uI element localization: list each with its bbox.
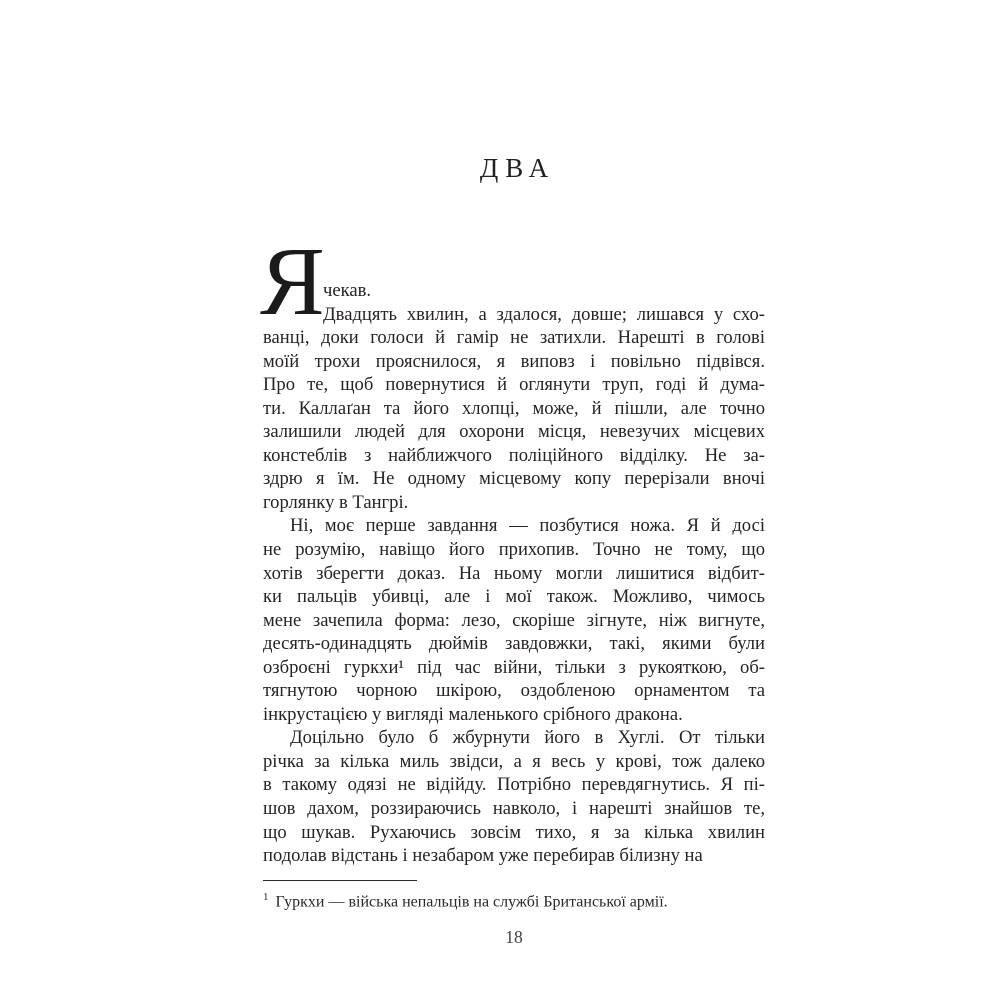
footnote-text: Гуркхи — війська непальців на службі Британської армії. [275,893,668,911]
page-number: 18 [505,927,523,947]
drop-cap-letter: Я [260,228,325,335]
text-line: чекав. [323,280,372,301]
text-line: Про те, щоб повернутися й оглянути труп, годі й дума- [263,374,765,396]
paragraphs-container [263,279,765,868]
text-line: не розумію, навіщо його прихопив. Точно не тому, що [263,539,765,561]
text-line: озброєні гуркхи¹ під час війни, тільки з рукояткою, об- [263,656,765,678]
text-line: інкрустацією у вигляді маленького срібного дракона. [263,703,683,725]
text-line: Доцільно було б жбурнути його в Хуглі. От тільки [290,727,765,749]
text-line: мене зачепила форма: лезо, скоріше зігнуте, ніж вигнуте, [263,609,765,631]
text-line: Двадцять хвилин, а здалося, довше; лишався у схо- [323,303,765,325]
text-line: річка за кілька миль звідси, а я весь у крові, тож далеко [263,750,765,772]
body-text [260,228,765,868]
text-line: здрю я їм. Не одному місцевому копу перерізали вночі [263,468,765,490]
text-line: ванці, доки голоси й гамір не затихли. Нарешті в голові [263,327,765,349]
footnote-divider [263,880,417,881]
text-line: що шукав. Рухаючись зовсім тихо, я за кілька хвилин [263,821,765,843]
text-line: моїй трохи прояснилося, я виповз і повільно підвівся. [263,350,765,372]
footnote-marker: 1 [263,891,269,903]
text-line: ки пальців убивці, але і мої також. Можливо, чимось [263,586,765,608]
text-line: горлянку в Тангрі. [263,491,409,513]
text-line: десять-одинадцять дюймів завдовжки, такі, якими були [263,633,765,655]
chapter-title: ДВА [479,153,556,183]
text-line: подолав відстань і незабаром уже перебирав білизну на [263,845,703,867]
text-line: тягнутою чорною шкірою, оздобленою орнаментом та [263,680,765,702]
text-line: ти. Каллаґан та його хлопці, може, й пішли, але точно [263,397,765,419]
text-line: констеблів з найближчого поліційного відділку. Не за- [263,444,765,466]
text-line: шов дахом, роззираючись навколо, і нарешті знайшов те, [263,798,765,820]
text-line: Ні, моє перше завдання — позбутися ножа. Я й досі [290,515,765,537]
footnote [263,887,765,912]
text-line: хотів зберегти доказ. На ньому могли лишитися відбит- [263,562,765,584]
text-line: залишили людей для охорони місця, невезучих місцевих [263,421,765,443]
text-line: в такому одязі не відійду. Потрібно перевдягнутись. Я пі- [263,774,765,796]
